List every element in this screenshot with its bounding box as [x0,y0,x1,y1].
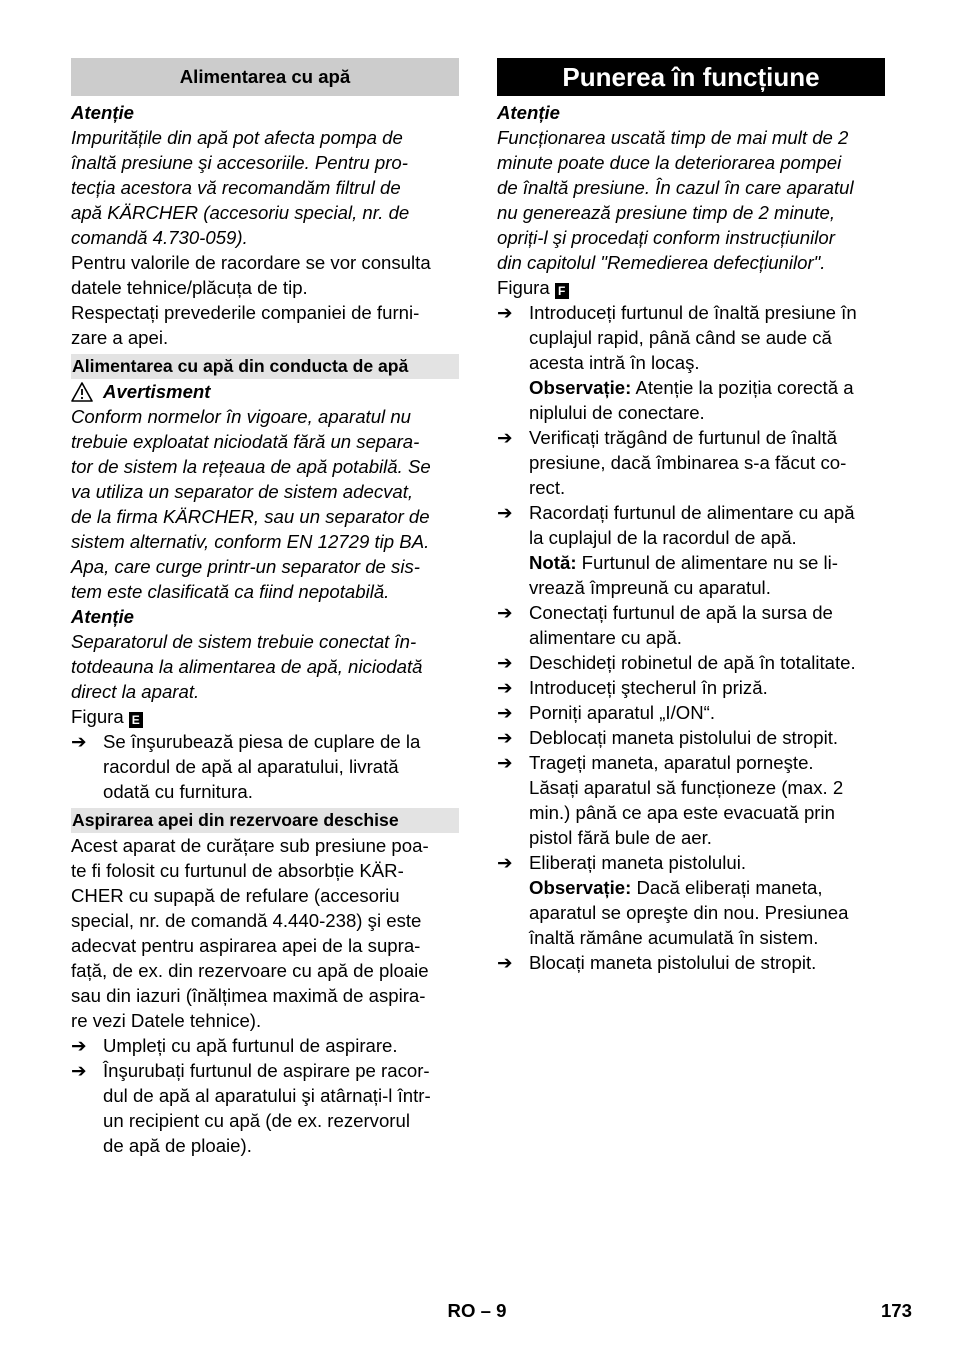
text-line: Separatorul de sistem trebuie conectat în- [71,631,417,652]
text-line: totdeauna la alimentarea de apă, niciodată [71,656,423,677]
list-item-text [103,729,459,804]
caution-text [497,125,885,275]
right-column [497,58,885,975]
text-line: pistol fără bule de aer. [529,827,712,848]
list-item [497,725,885,750]
text-line: Impuritățile din apă pot afecta pompa de [71,127,403,148]
text-line: Conform normelor în vigoare, aparatul nu [71,406,412,427]
figure-letter-icon: E [129,712,143,728]
text-line: Introduceți furtunul de înaltă presiune în [529,302,857,323]
text-line: special, nr. de comandă 4.440-238) şi este [71,910,422,931]
list-item-text [529,850,885,950]
text-line: trebuie exploatat niciodată fără un separa- [71,431,420,452]
text-line: un recipient cu apă (de ex. rezervorul [103,1110,410,1131]
text-line: Verificați trăgând de furtunul de înaltă [529,427,838,448]
text-line: Atenție la poziția corectă a [631,377,854,398]
list-item-text [103,1058,459,1158]
text-line: Racordați furtunul de alimentare cu apă [529,502,855,523]
text-line: Trageți maneta, aparatul porneşte. [529,752,814,773]
warning-triangle-icon [71,382,93,402]
text-line: rect. [529,477,566,498]
subsection-title-open-tanks: Aspirarea apei din rezervoare deschise [71,808,459,833]
text-line: tem este clasificată ca fiind nepotabilă. [71,581,390,602]
text-line: Furtunul de alimentare nu se li- [576,552,838,573]
page-number: 173 [880,1300,912,1321]
list-item [497,600,885,650]
figure-label: Figura [497,277,550,298]
warning-label: Avertisment [103,381,211,402]
text-line: din capitolul "Remedierea defecțiunilor". [497,252,826,273]
text-line: înaltă presiune şi accesoriile. Pentru pro- [71,152,408,173]
body-text [71,250,459,350]
caution-text [71,629,459,704]
list-item-text: Deschideți robinetul de apă în totalitate. [529,652,856,673]
arrow-right-icon: ➔ [497,602,513,623]
arrow-right-icon: ➔ [497,952,513,973]
text-line: niplului de conectare. [529,402,705,423]
list-item [497,850,885,950]
arrow-right-icon: ➔ [497,427,513,448]
text-line: sistem alternativ, conform EN 12729 tip BA. [71,531,430,552]
text-line: de înaltă presiune. În cazul în care aparatul [497,177,854,198]
text-line: tecția acestora vă recomandăm filtrul de [71,177,401,198]
arrow-right-icon: ➔ [497,852,513,873]
text-line: Apa, care curge printr-un separator de sis- [71,556,420,577]
text-line: min.) până ce apa este evacuată prin [529,802,835,823]
text-line: sau din iazuri (înălțimea maximă de aspira- [71,985,426,1006]
list-item [71,1058,459,1158]
list-item-text: Blocați maneta pistolului de stropit. [529,952,817,973]
list-item-text [529,425,885,500]
list-item [497,650,885,675]
list-item [71,729,459,804]
list-item [497,425,885,500]
arrow-right-icon: ➔ [71,1060,87,1081]
list-item [497,500,885,600]
text-line: adecvat pentru aspirarea apei de la supra- [71,935,421,956]
text-line: te fi folosit cu furtunul de absorbție KÄR- [71,860,404,881]
text-line: va utiliza un separator de sistem adecvat, [71,481,414,502]
text-line: direct la aparat. [71,681,200,702]
body-text [71,833,459,1033]
text-line: alimentare cu apă. [529,627,682,648]
note-label: Notă: [529,552,577,573]
text-line: CHER cu supapă de refulare (accesoriu [71,885,400,906]
list-item-text [529,750,885,850]
text-line: racordul de apă al aparatului, livrată [103,756,399,777]
text-line: cuplajul rapid, până când se aude că [529,327,832,348]
text-line: înaltă rămâne acumulată în sistem. [529,927,819,948]
text-line: acesta intră în locaş. [529,352,700,373]
list-item-text [529,500,885,600]
text-line: re vezi Datele tehnice). [71,1010,262,1031]
text-line: tor de sistem la rețeaua de apă potabilă. Se [71,456,431,477]
text-line: față, de ex. din rezervoare cu apă de ploaie [71,960,429,981]
list-item-text: Porniți aparatul „I/ON“. [529,702,716,723]
text-line: de apă de ploaie). [103,1135,252,1156]
warning-text [71,404,459,604]
text-line: datele tehnice/plăcuța de tip. [71,277,308,298]
text-line: aparatul se opreşte din nou. Presiunea [529,902,849,923]
list-item [497,300,885,425]
list-item-text [529,300,885,425]
list-item-text: Deblocați maneta pistolului de stropit. [529,727,839,748]
list-item [71,1033,459,1058]
warning-heading [71,379,459,404]
note-label: Observație: [529,377,632,398]
arrow-right-icon: ➔ [497,502,513,523]
text-line: vrează împreună cu aparatul. [529,577,771,598]
text-line: Înşurubați furtunul de aspirare pe racor- [103,1060,430,1081]
arrow-right-icon: ➔ [71,1035,87,1056]
section-title-water-supply: Alimentarea cu apă [71,58,459,96]
text-line: minute poate duce la deteriorarea pompei [497,152,842,173]
text-line: presiune, dacă îmbinarea s-a făcut co- [529,452,847,473]
arrow-right-icon: ➔ [497,677,513,698]
list-item-text [529,600,885,650]
caution-label: Atenție [497,102,561,123]
figure-reference [71,704,459,729]
arrow-right-icon: ➔ [497,702,513,723]
list-item-text [103,1033,459,1058]
list-item-text: Introduceți ştecherul în priză. [529,677,768,698]
subsection-title-mains-water: Alimentarea cu apă din conducta de apă [71,354,459,379]
caution-text [71,125,459,250]
text-line: Acest aparat de curățare sub presiune poa- [71,835,429,856]
figure-label: Figura [71,706,124,727]
text-line: Eliberați maneta pistolului. [529,852,747,873]
figure-reference [497,275,885,300]
text-line: odată cu furnitura. [103,781,253,802]
text-line: dul de apă al aparatului şi atârnați-l într- [103,1085,431,1106]
arrow-right-icon: ➔ [497,752,513,773]
arrow-right-icon: ➔ [497,302,513,323]
text-line: apă KÄRCHER (accesoriu special, nr. de [71,202,410,223]
text-line: comandă 4.730-059). [71,227,248,248]
text-line: Dacă eliberați maneta, [631,877,823,898]
caution-label: Atenție [71,606,135,627]
text-line: Lăsați aparatul să funcționeze (max. 2 [529,777,844,798]
page-label: RO – 9 [447,1300,507,1321]
figure-letter-icon: F [555,283,569,299]
text-line: de la firma KÄRCHER, sau un separator de [71,506,430,527]
arrow-right-icon: ➔ [497,652,513,673]
text-line: Umpleți cu apă furtunul de aspirare. [103,1035,398,1056]
caution-label: Atenție [71,102,135,123]
text-line: Funcționarea uscată timp de mai mult de 2 [497,127,849,148]
list-item [497,750,885,850]
list-item [497,675,885,700]
text-line: nu generează presiune timp de 2 minute, [497,202,836,223]
text-line: Se înşurubează piesa de cuplare de la [103,731,421,752]
text-line: opriți-l şi procedați conform instrucțiunilor [497,227,835,248]
arrow-right-icon: ➔ [497,727,513,748]
text-line: Conectați furtunul de apă la sursa de [529,602,833,623]
text-line: Respectați prevederile companiei de furni- [71,302,420,323]
note-label: Observație: [529,877,632,898]
text-line: Pentru valorile de racordare se vor consulta [71,252,431,273]
left-column [71,58,459,1158]
text-line: la cuplajul de la racordul de apă. [529,527,797,548]
arrow-right-icon: ➔ [71,731,87,752]
section-title-start-up: Punerea în funcțiune [497,58,885,96]
text-line: zare a apei. [71,327,169,348]
list-item [497,950,885,975]
list-item [497,700,885,725]
